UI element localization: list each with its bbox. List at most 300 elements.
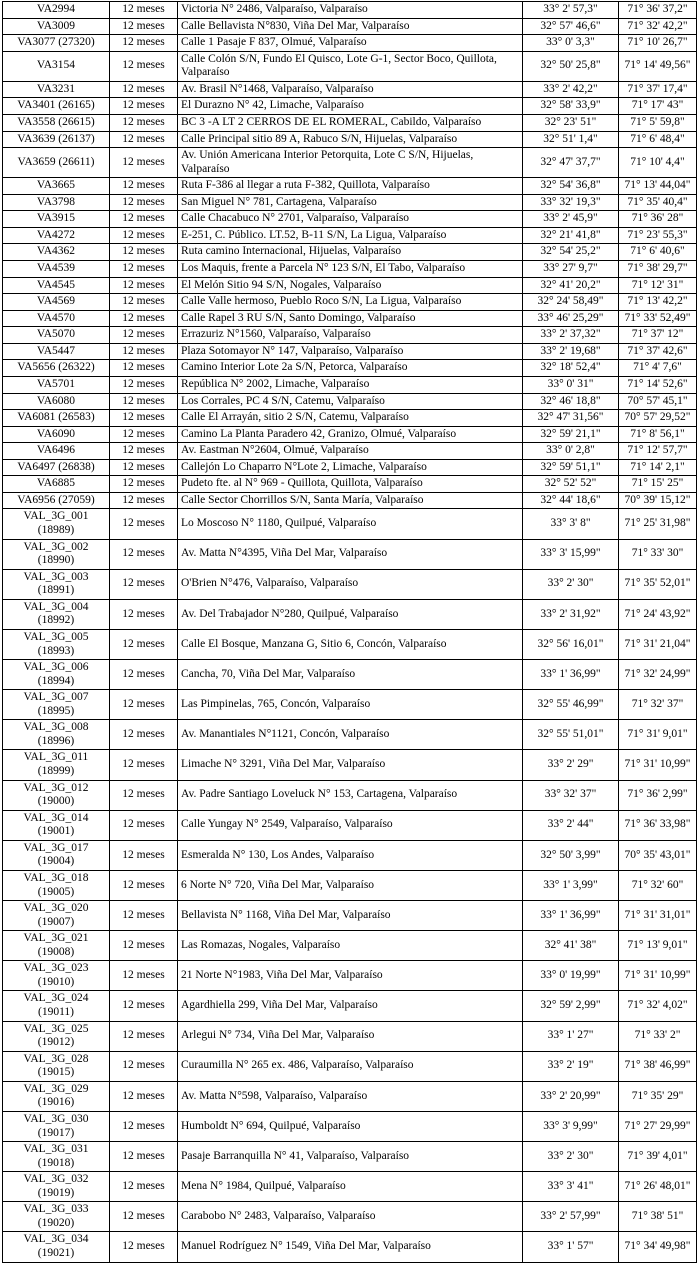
latitude-cell: 33° 32' 37" [523,780,619,810]
table-row [3,18,697,35]
table-row [3,629,697,659]
table-row [3,599,697,629]
latitude-cell: 33° 2' 30" [523,1142,619,1172]
longitude-cell: 71° 6' 40,6" [619,244,697,261]
longitude-cell: 71° 13' 9,01" [619,931,697,961]
station-id-number: (19018) [37,1156,75,1169]
address-cell: República N° 2002, Limache, Valparaíso [178,376,523,393]
latitude-cell: 32° 41' 38" [523,931,619,961]
address-cell: Calle Principal sitio 89 A, Rabuco S/N, Hijuelas, Valparaíso [178,131,523,148]
table-row [3,261,697,278]
station-id-cell: VA6956 (27059) [3,492,110,509]
duration-cell: 12 meses [110,443,178,460]
duration-cell: 12 meses [110,51,178,81]
longitude-cell: 71° 12' 31" [619,277,697,294]
latitude-cell: 33° 2' 42,2" [523,81,619,98]
table-row [3,443,697,460]
address-cell: Av. Matta N°4395, Viña Del Mar, Valparaíso [178,539,523,569]
station-id-number: (19008) [37,945,75,958]
station-id-cell [3,961,110,991]
station-id-number: (18996) [37,734,75,747]
station-id-main: VAL_3G_012 [23,781,89,794]
station-id-cell: VA4545 [3,277,110,294]
table-row [3,98,697,115]
station-id-main: VAL_3G_014 [23,811,89,824]
address-cell: Calle Rapel 3 RU S/N, Santo Domingo, Valparaíso [178,310,523,327]
table-row [3,539,697,569]
table-row [3,750,697,780]
address-cell: Calle El Bosque, Manzana G, Sitio 6, Concón, Valparaíso [178,629,523,659]
table-row [3,1232,697,1262]
duration-cell: 12 meses [110,870,178,900]
longitude-cell: 71° 10' 4,4" [619,148,697,178]
longitude-cell: 71° 36' 28" [619,211,697,228]
latitude-cell: 32° 57' 46,6" [523,18,619,35]
table-row [3,1051,697,1081]
address-cell: Calle Bellavista N°830, Viña Del Mar, Valparaíso [178,18,523,35]
latitude-cell: 33° 46' 25,29" [523,310,619,327]
duration-cell: 12 meses [110,393,178,410]
document-page [0,1,700,1263]
longitude-cell: 71° 31' 21,04" [619,629,697,659]
latitude-cell: 33° 0' 2,8" [523,443,619,460]
address-cell: Camino Interior Lote 2a S/N, Petorca, Valparaíso [178,360,523,377]
table-row [3,1202,697,1232]
duration-cell: 12 meses [110,244,178,261]
duration-cell: 12 meses [110,1081,178,1111]
table-row [3,376,697,393]
table-row [3,961,697,991]
station-id-number: (18999) [37,765,75,777]
station-id-main: VAL_3G_021 [23,932,89,945]
duration-cell: 12 meses [110,2,178,19]
station-id-cell: VA4272 [3,227,110,244]
station-id-cell: VA3231 [3,81,110,98]
latitude-cell: 33° 1' 57" [523,1232,619,1262]
duration-cell: 12 meses [110,599,178,629]
address-cell: 6 Norte N° 720, Viña Del Mar, Valparaíso [178,870,523,900]
address-cell: Av. Manantiales N°1121, Concón, Valparaíso [178,720,523,750]
station-id-cell: VA6090 [3,426,110,443]
station-id-cell: VA5701 [3,376,110,393]
station-id-cell [3,750,110,780]
latitude-cell: 33° 2' 57,99" [523,1202,619,1232]
address-cell: O'Brien N°476, Valparaíso, Valparaíso [178,569,523,599]
latitude-cell: 32° 41' 20,2" [523,277,619,294]
latitude-cell: 33° 2' 19" [523,1051,619,1081]
longitude-cell: 71° 33' 52,49" [619,310,697,327]
station-table-body [3,2,697,1263]
latitude-cell: 33° 2' 44" [523,810,619,840]
station-id-cell: VA5656 (26322) [3,360,110,377]
table-row [3,569,697,599]
latitude-cell: 32° 50' 25,8" [523,51,619,81]
duration-cell: 12 meses [110,343,178,360]
table-row [3,51,697,81]
longitude-cell: 71° 5' 59,8" [619,114,697,131]
station-id-cell [3,509,110,539]
station-id-cell: VA3154 [3,51,110,81]
station-id-cell [3,629,110,659]
longitude-cell: 71° 38' 46,99" [619,1051,697,1081]
station-id-cell: VA6081 (26583) [3,410,110,427]
duration-cell: 12 meses [110,629,178,659]
latitude-cell: 33° 27' 9,7" [523,261,619,278]
address-cell: Los Maquis, frente a Parcela N° 123 S/N, El Tabo, Valparaíso [178,261,523,278]
table-row [3,459,697,476]
longitude-cell: 71° 32' 37" [619,690,697,720]
station-id-number: (19001) [37,825,75,838]
address-cell: Mena N° 1984, Quilpué, Valparaíso [178,1172,523,1202]
address-cell: Cancha, 70, Viña Del Mar, Valparaíso [178,660,523,690]
duration-cell: 12 meses [110,81,178,98]
station-id-cell [3,720,110,750]
longitude-cell: 71° 17' 43" [619,98,697,115]
latitude-cell: 32° 54' 36,8" [523,178,619,195]
duration-cell: 12 meses [110,114,178,131]
longitude-cell: 71° 23' 55,3" [619,227,697,244]
longitude-cell: 71° 35' 40,4" [619,194,697,211]
station-id-cell [3,1142,110,1172]
station-id-cell [3,780,110,810]
address-cell: Esmeralda N° 130, Los Andes, Valparaíso [178,840,523,870]
duration-cell: 12 meses [110,961,178,991]
longitude-cell: 71° 31' 31,01" [619,901,697,931]
station-id-cell [3,1021,110,1051]
longitude-cell: 71° 14' 2,1" [619,459,697,476]
latitude-cell: 32° 59' 21,1" [523,426,619,443]
longitude-cell: 71° 26' 48,01" [619,1172,697,1202]
station-id-cell: VA6885 [3,476,110,493]
station-id-number: (18989) [37,524,75,536]
station-id-cell [3,599,110,629]
station-id-main: VAL_3G_032 [23,1173,89,1186]
longitude-cell: 70° 39' 15,12" [619,492,697,509]
duration-cell: 12 meses [110,1021,178,1051]
duration-cell: 12 meses [110,991,178,1021]
table-row [3,227,697,244]
station-id-cell: VA2994 [3,2,110,19]
duration-cell: 12 meses [110,509,178,539]
longitude-cell: 71° 27' 29,99" [619,1111,697,1141]
address-cell: Humboldt N° 694, Quilpué, Valparaíso [178,1111,523,1141]
address-cell: Av. Unión Americana Interior Petorquita, Lote C S/N, Hijuelas, Valparaíso [178,148,523,178]
station-id-cell: VA4569 [3,294,110,311]
table-row [3,426,697,443]
station-id-cell: VA3558 (26615) [3,114,110,131]
longitude-cell: 71° 14' 52,6" [619,376,697,393]
table-row [3,211,697,228]
station-id-cell: VA3639 (26137) [3,131,110,148]
longitude-cell: 71° 25' 31,98" [619,509,697,539]
station-id-main: VAL_3G_029 [23,1082,89,1095]
station-id-cell [3,1202,110,1232]
duration-cell: 12 meses [110,426,178,443]
station-id-main: VAL_3G_003 [23,570,89,583]
table-row [3,1081,697,1111]
address-cell: Av. Padre Santiago Loveluck N° 153, Cartagena, Valparaíso [178,780,523,810]
latitude-cell: 33° 32' 19,3" [523,194,619,211]
station-id-main: VAL_3G_030 [23,1112,89,1125]
latitude-cell: 32° 55' 51,01" [523,720,619,750]
station-id-number: (19005) [37,885,75,898]
longitude-cell: 71° 37' 12" [619,327,697,344]
duration-cell: 12 meses [110,360,178,377]
station-id-number: (18993) [37,644,75,657]
station-id-cell [3,840,110,870]
longitude-cell: 71° 31' 9,01" [619,720,697,750]
table-row [3,1111,697,1141]
latitude-cell: 33° 1' 36,99" [523,660,619,690]
station-id-main: VAL_3G_024 [23,992,89,1005]
duration-cell: 12 meses [110,327,178,344]
longitude-cell: 71° 33' 30" [619,539,697,569]
duration-cell: 12 meses [110,1142,178,1172]
longitude-cell: 71° 8' 56,1" [619,426,697,443]
longitude-cell: 71° 36' 37,2" [619,2,697,19]
longitude-cell: 71° 32' 24,99" [619,660,697,690]
table-row [3,991,697,1021]
address-cell: Errazuriz N°1560, Valparaíso, Valparaíso [178,327,523,344]
address-cell: Arlegui N° 734, Viña Del Mar, Valparaíso [178,1021,523,1051]
address-cell: Pudeto fte. al N° 969 - Quillota, Quillota, Valparaíso [178,476,523,493]
station-id-number: (19021) [37,1247,75,1259]
station-id-number: (18991) [37,584,75,597]
table-row [3,360,697,377]
address-cell: Las Pimpinelas, 765, Concón, Valparaíso [178,690,523,720]
station-id-main: VAL_3G_002 [23,540,89,553]
table-row [3,244,697,261]
table-row [3,1172,697,1202]
duration-cell: 12 meses [110,840,178,870]
duration-cell: 12 meses [110,690,178,720]
latitude-cell: 32° 47' 37,7" [523,148,619,178]
station-id-number: (19012) [37,1036,75,1049]
address-cell: Agardhiella 299, Viña Del Mar, Valparaíso [178,991,523,1021]
longitude-cell: 71° 32' 60" [619,870,697,900]
latitude-cell: 32° 23' 51" [523,114,619,131]
station-id-cell: VA6080 [3,393,110,410]
duration-cell: 12 meses [110,569,178,599]
duration-cell: 12 meses [110,539,178,569]
table-row [3,178,697,195]
address-cell: Victoria N° 2486, Valparaíso, Valparaíso [178,2,523,19]
station-id-cell [3,660,110,690]
longitude-cell: 71° 13' 42,2" [619,294,697,311]
station-id-cell: VA3665 [3,178,110,195]
duration-cell: 12 meses [110,261,178,278]
address-cell: Callejón Lo Chaparro N°Lote 2, Limache, Valparaíso [178,459,523,476]
longitude-cell: 71° 34' 49,98" [619,1232,697,1262]
duration-cell: 12 meses [110,780,178,810]
address-cell: Calle Colón S/N, Fundo El Quisco, Lote G-1, Sector Boco, Quillota, Valparaíso [178,51,523,81]
station-id-main: VAL_3G_033 [23,1203,89,1216]
longitude-cell: 71° 39' 4,01" [619,1142,697,1172]
address-cell: Av. Brasil N°1468, Valparaíso, Valparaíso [178,81,523,98]
table-row [3,690,697,720]
table-row [3,114,697,131]
station-id-main: VAL_3G_028 [23,1052,89,1065]
table-row [3,509,697,539]
address-cell: El Durazno N° 42, Limache, Valparaíso [178,98,523,115]
table-row [3,294,697,311]
latitude-cell: 33° 3' 8" [523,509,619,539]
duration-cell: 12 meses [110,277,178,294]
station-id-cell [3,901,110,931]
latitude-cell: 32° 59' 2,99" [523,991,619,1021]
address-cell: Limache N° 3291, Viña Del Mar, Valparaíso [178,750,523,780]
station-id-cell: VA4539 [3,261,110,278]
station-id-main: VAL_3G_034 [23,1233,89,1246]
table-row [3,81,697,98]
station-id-cell [3,810,110,840]
station-id-number: (18995) [37,704,75,717]
address-cell: Ruta F-386 al llegar a ruta F-382, Quillota, Valparaíso [178,178,523,195]
table-row [3,476,697,493]
latitude-cell: 33° 2' 37,32" [523,327,619,344]
station-id-number: (19017) [37,1126,75,1139]
station-location-table [2,1,697,1263]
table-row [3,780,697,810]
table-row [3,410,697,427]
longitude-cell: 71° 13' 44,04" [619,178,697,195]
address-cell: Calle Chacabuco N° 2701, Valparaíso, Valparaíso [178,211,523,228]
station-id-cell [3,931,110,961]
latitude-cell: 32° 24' 58,49" [523,294,619,311]
table-row [3,35,697,52]
longitude-cell: 71° 6' 48,4" [619,131,697,148]
station-id-number: (18990) [37,554,75,567]
table-row [3,194,697,211]
latitude-cell: 32° 52' 52" [523,476,619,493]
latitude-cell: 32° 50' 3,99" [523,840,619,870]
latitude-cell: 32° 51' 1,4" [523,131,619,148]
station-id-cell [3,690,110,720]
duration-cell: 12 meses [110,901,178,931]
longitude-cell: 71° 35' 52,01" [619,569,697,599]
station-id-cell [3,991,110,1021]
longitude-cell: 71° 12' 57,7" [619,443,697,460]
station-id-cell [3,1232,110,1262]
duration-cell: 12 meses [110,476,178,493]
address-cell: Carabobo N° 2483, Valparaíso, Valparaíso [178,1202,523,1232]
latitude-cell: 32° 59' 51,1" [523,459,619,476]
duration-cell: 12 meses [110,720,178,750]
latitude-cell: 33° 2' 29" [523,750,619,780]
station-id-main: VAL_3G_005 [23,630,89,643]
station-id-main: VAL_3G_020 [23,902,89,915]
table-row [3,720,697,750]
station-id-cell: VA5447 [3,343,110,360]
latitude-cell: 33° 1' 36,99" [523,901,619,931]
table-row [3,1021,697,1051]
latitude-cell: 33° 2' 45,9" [523,211,619,228]
longitude-cell: 71° 33' 2" [619,1021,697,1051]
duration-cell: 12 meses [110,35,178,52]
station-id-cell [3,1172,110,1202]
latitude-cell: 33° 2' 20,99" [523,1081,619,1111]
table-row [3,810,697,840]
longitude-cell: 71° 37' 17,4" [619,81,697,98]
table-row [3,492,697,509]
duration-cell: 12 meses [110,931,178,961]
duration-cell: 12 meses [110,131,178,148]
address-cell: Av. Eastman N°2604, Olmué, Valparaíso [178,443,523,460]
table-row [3,148,697,178]
address-cell: Bellavista N° 1168, Viña Del Mar, Valparaíso [178,901,523,931]
station-id-main: VAL_3G_006 [23,661,89,674]
latitude-cell: 33° 1' 3,99" [523,870,619,900]
duration-cell: 12 meses [110,376,178,393]
station-id-cell: VA6496 [3,443,110,460]
duration-cell: 12 meses [110,211,178,228]
longitude-cell: 71° 24' 43,92" [619,599,697,629]
station-id-cell [3,1051,110,1081]
address-cell: Av. Matta N°598, Valparaíso, Valparaíso [178,1081,523,1111]
address-cell: Calle 1 Pasaje F 837, Olmué, Valparaíso [178,35,523,52]
station-id-main: VAL_3G_017 [23,841,89,854]
station-id-number: (19007) [37,915,75,928]
duration-cell: 12 meses [110,492,178,509]
duration-cell: 12 meses [110,1111,178,1141]
station-id-cell: VA3659 (26611) [3,148,110,178]
latitude-cell: 33° 2' 19,68" [523,343,619,360]
table-row [3,327,697,344]
duration-cell: 12 meses [110,310,178,327]
longitude-cell: 71° 15' 25" [619,476,697,493]
latitude-cell: 33° 3' 15,99" [523,539,619,569]
address-cell: San Miguel N° 781, Cartagena, Valparaíso [178,194,523,211]
table-row [3,393,697,410]
duration-cell: 12 meses [110,98,178,115]
latitude-cell: 33° 0' 31" [523,376,619,393]
address-cell: Calle El Arrayán, sitio 2 S/N, Catemu, Valparaíso [178,410,523,427]
longitude-cell: 71° 32' 42,2" [619,18,697,35]
station-id-main: VAL_3G_023 [23,962,89,975]
address-cell: Calle Sector Chorrillos S/N, Santa María, Valparaíso [178,492,523,509]
address-cell: Manuel Rodríguez N° 1549, Viña Del Mar, Valparaíso [178,1232,523,1262]
station-id-cell: VA4362 [3,244,110,261]
latitude-cell: 33° 1' 27" [523,1021,619,1051]
station-id-number: (19015) [37,1066,75,1079]
station-id-cell [3,539,110,569]
longitude-cell: 71° 36' 33,98" [619,810,697,840]
address-cell: Lo Moscoso N° 1180, Quilpué, Valparaíso [178,509,523,539]
longitude-cell: 71° 38' 51" [619,1202,697,1232]
latitude-cell: 32° 47' 31,56" [523,410,619,427]
address-cell: Calle Yungay N° 2549, Valparaíso, Valparaíso [178,810,523,840]
station-id-number: (18994) [37,674,75,687]
station-id-number: (18992) [37,614,75,627]
address-cell: Camino La Planta Paradero 42, Granizo, Olmué, Valparaíso [178,426,523,443]
address-cell: Calle Valle hermoso, Pueblo Roco S/N, La Ligua, Valparaíso [178,294,523,311]
table-row [3,901,697,931]
station-id-number: (19004) [37,855,75,868]
latitude-cell: 32° 55' 46,99" [523,690,619,720]
station-id-cell: VA3915 [3,211,110,228]
table-row [3,2,697,19]
station-id-main: VAL_3G_004 [23,600,89,613]
longitude-cell: 71° 32' 4,02" [619,991,697,1021]
station-id-main: VAL_3G_031 [23,1143,89,1156]
table-row [3,840,697,870]
duration-cell: 12 meses [110,227,178,244]
latitude-cell: 32° 21' 41,8" [523,227,619,244]
duration-cell: 12 meses [110,660,178,690]
duration-cell: 12 meses [110,194,178,211]
longitude-cell: 71° 38' 29,7" [619,261,697,278]
address-cell: Ruta camino Internacional, Hijuelas, Valparaíso [178,244,523,261]
